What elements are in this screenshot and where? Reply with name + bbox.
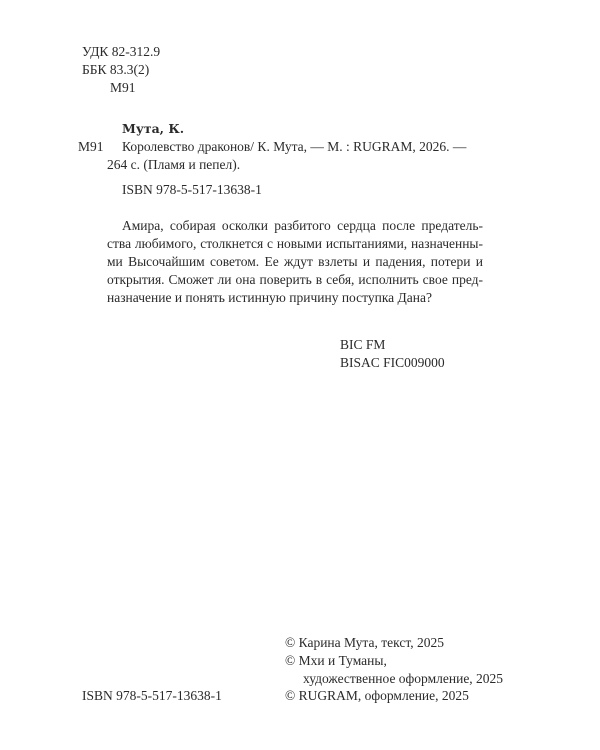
author-name: Мута, К. bbox=[122, 121, 185, 136]
annotation-line: ства любимого, столкнется с новыми испытаниями, назначенны- bbox=[107, 236, 483, 251]
author-mark: М91 bbox=[110, 80, 136, 95]
bibliography-author-mark: М91 bbox=[78, 139, 104, 154]
annotation-line: ми Высочайшим советом. Ее ждут взлеты и падения, потери и bbox=[107, 254, 483, 269]
footer-isbn: ISBN 978-5-517-13638-1 bbox=[82, 688, 222, 703]
annotation-line: назначение и понять истинную причину поступка Дана? bbox=[107, 290, 432, 305]
copyright-line: © Карина Мута, текст, 2025 bbox=[285, 635, 444, 650]
bibliography-isbn: ISBN 978-5-517-13638-1 bbox=[122, 182, 262, 197]
bibliography-title-line: Королевство драконов/ К. Мута, — М. : RUGRAM, 2026. — bbox=[122, 139, 467, 154]
bic-code: BIC FM bbox=[340, 337, 386, 352]
bisac-code: BISAC FIC009000 bbox=[340, 355, 445, 370]
copyright-line: © RUGRAM, оформление, 2025 bbox=[285, 688, 469, 703]
bbk-code: ББК 83.3(2) bbox=[82, 62, 150, 77]
copyright-line: © Мхи и Туманы, bbox=[285, 653, 387, 668]
annotation-line: Амира, собирая осколки разбитого сердца после предатель- bbox=[122, 218, 483, 233]
bibliography-pages-line: 264 с. (Пламя и пепел). bbox=[107, 157, 241, 172]
udk-code: УДК 82-312.9 bbox=[82, 44, 161, 59]
copyright-line: художественное оформление, 2025 bbox=[303, 671, 504, 686]
annotation-line: открытия. Сможет ли она поверить в себя, исполнить свое пред- bbox=[107, 272, 483, 287]
